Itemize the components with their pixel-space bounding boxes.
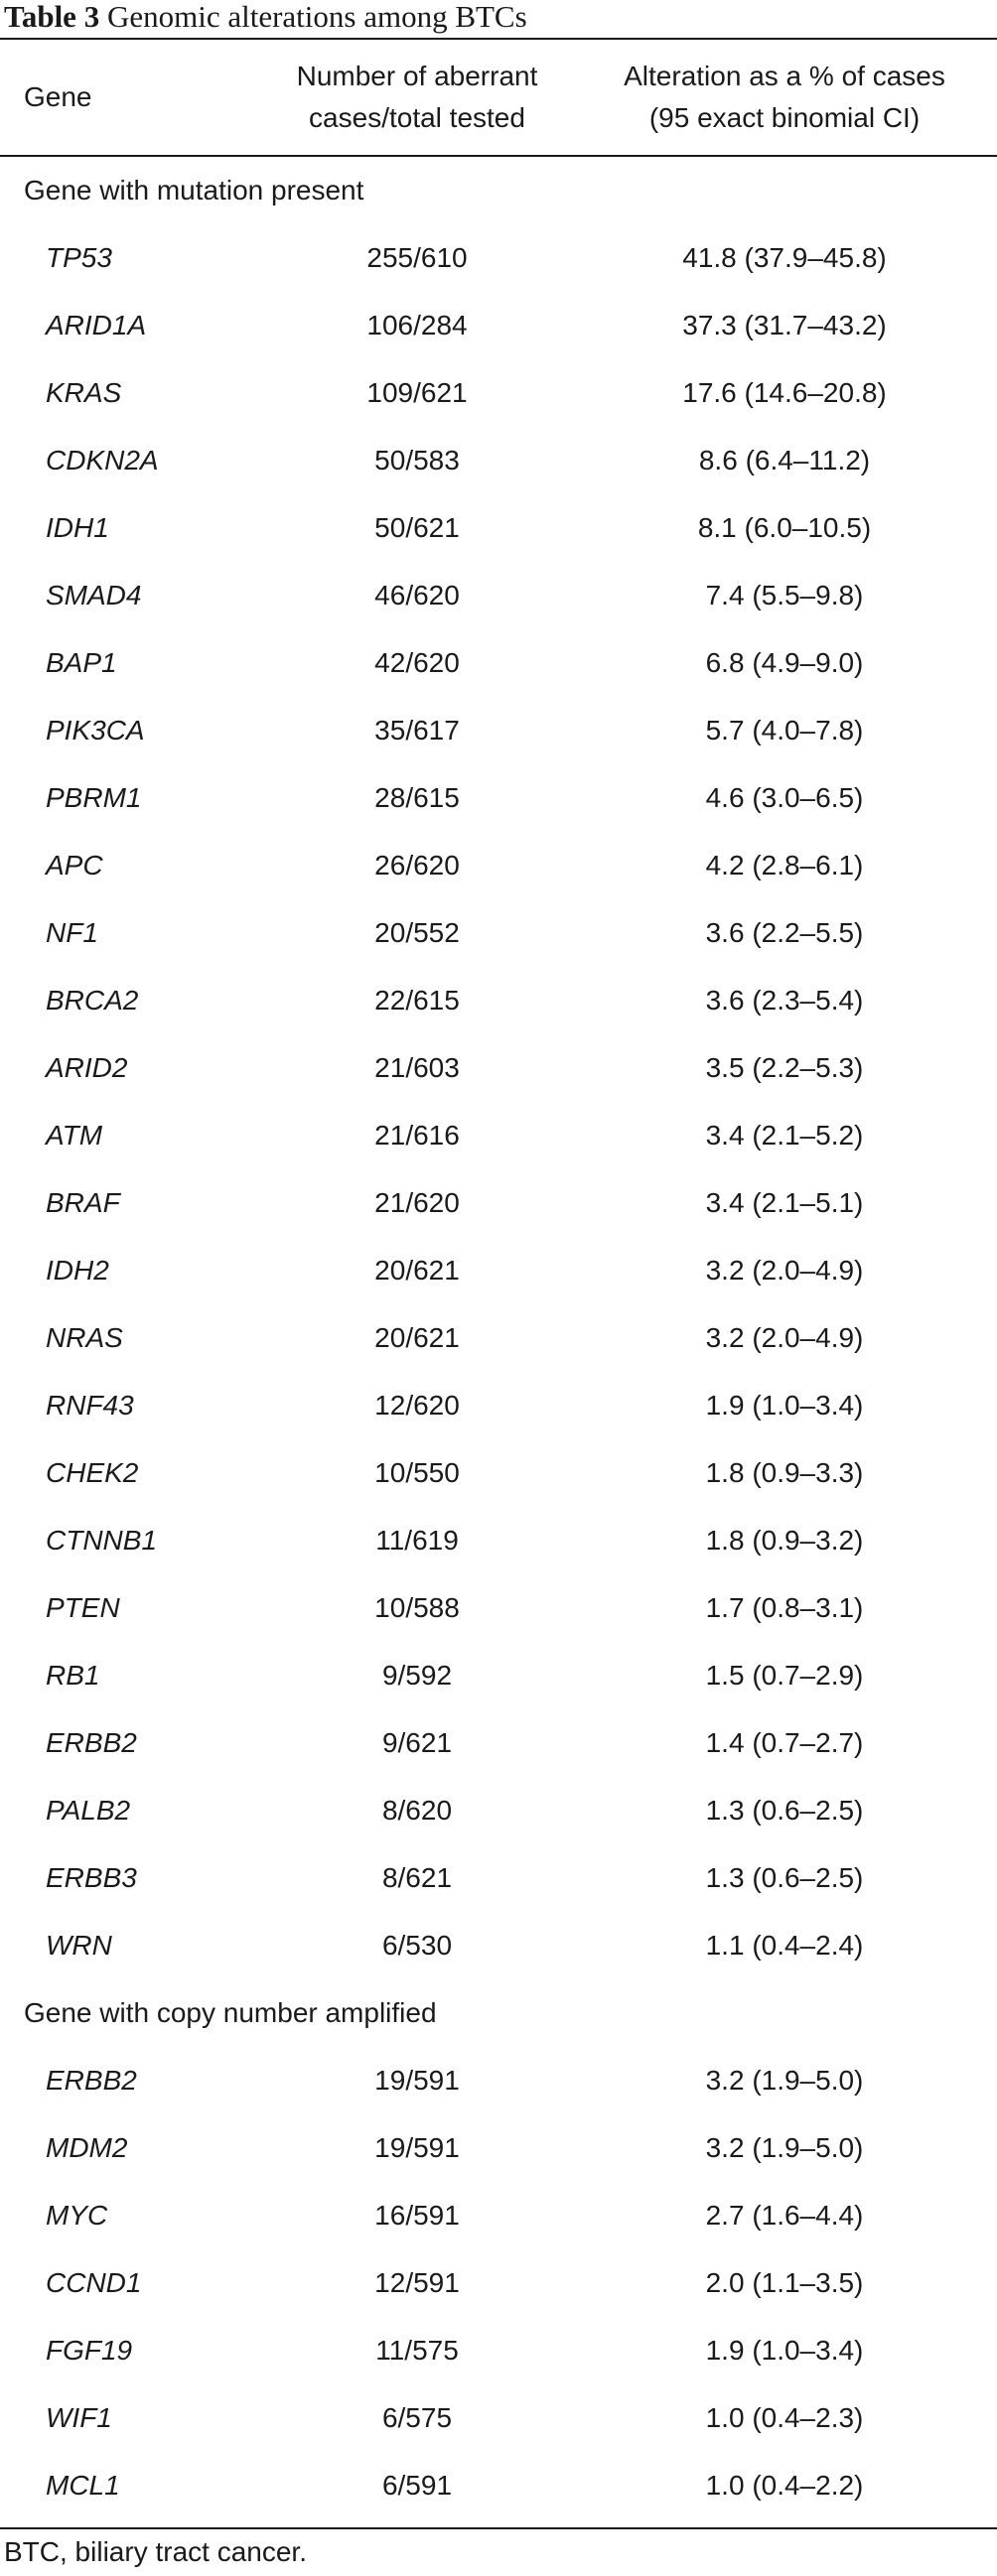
gene-cell: BRAF bbox=[46, 1187, 120, 1218]
gene-cell: ERBB2 bbox=[46, 1727, 137, 1758]
count-cell: 50/583 bbox=[374, 445, 460, 475]
table-row bbox=[0, 1642, 997, 1709]
count-cell: 8/621 bbox=[381, 1862, 453, 1893]
percent-cell: 2.7 (1.6–4.4) bbox=[705, 2200, 864, 2231]
table-row bbox=[0, 494, 997, 562]
gene-cell: WRN bbox=[46, 1930, 112, 1961]
gene-cell: CHEK2 bbox=[46, 1457, 139, 1488]
gene-cell: RNF43 bbox=[46, 1390, 134, 1421]
table-header bbox=[0, 40, 997, 155]
table-body bbox=[0, 157, 997, 2519]
gene-cell: BAP1 bbox=[46, 647, 117, 678]
count-cell: 21/603 bbox=[374, 1052, 460, 1083]
gene-cell: WIF1 bbox=[46, 2402, 112, 2433]
count-cell: 12/620 bbox=[374, 1390, 460, 1421]
gene-cell: IDH2 bbox=[46, 1255, 109, 1286]
table-row bbox=[0, 427, 997, 494]
table-row bbox=[0, 2114, 997, 2182]
percent-cell: 37.3 (31.7–43.2) bbox=[682, 310, 887, 340]
percent-cell: 1.8 (0.9–3.3) bbox=[705, 1457, 864, 1488]
gene-cell: ERBB3 bbox=[46, 1862, 137, 1893]
table-row bbox=[0, 967, 997, 1034]
count-cell: 20/621 bbox=[374, 1255, 460, 1286]
table-footnote: BTC, biliary tract cancer. bbox=[4, 2536, 307, 2567]
count-cell: 20/552 bbox=[374, 917, 460, 948]
percent-cell: 3.2 (2.0–4.9) bbox=[705, 1322, 864, 1353]
gene-cell: TP53 bbox=[46, 242, 112, 273]
count-cell: 255/610 bbox=[366, 242, 468, 273]
section-heading: Gene with mutation present bbox=[24, 175, 364, 205]
count-cell: 35/617 bbox=[374, 715, 460, 746]
table-row bbox=[0, 2182, 997, 2249]
count-cell: 22/615 bbox=[374, 985, 460, 1016]
count-cell: 21/620 bbox=[374, 1187, 460, 1218]
gene-cell: ARID2 bbox=[46, 1052, 128, 1083]
table-row bbox=[0, 359, 997, 427]
table-row bbox=[0, 1237, 997, 1304]
count-cell: 9/621 bbox=[381, 1727, 453, 1758]
percent-cell: 3.4 (2.1–5.2) bbox=[705, 1120, 864, 1151]
percent-cell: 1.4 (0.7–2.7) bbox=[705, 1727, 864, 1758]
percent-cell: 1.5 (0.7–2.9) bbox=[705, 1660, 864, 1691]
table-row bbox=[0, 2249, 997, 2317]
table-row bbox=[0, 2047, 997, 2114]
header-count-line1: Number of aberrant bbox=[296, 61, 538, 91]
gene-cell: CTNNB1 bbox=[46, 1525, 158, 1556]
percent-cell: 1.9 (1.0–3.4) bbox=[705, 2335, 864, 2366]
gene-cell: FGF19 bbox=[46, 2335, 133, 2366]
percent-cell: 6.8 (4.9–9.0) bbox=[705, 647, 864, 678]
table-row bbox=[0, 1169, 997, 1237]
table-row bbox=[0, 1102, 997, 1169]
gene-cell: PALB2 bbox=[46, 1795, 131, 1826]
gene-cell: MCL1 bbox=[46, 2470, 120, 2501]
table-row bbox=[0, 1372, 997, 1439]
header-gene: Gene bbox=[24, 81, 92, 112]
header-percent-line2: (95 exact binomial CI) bbox=[648, 102, 921, 133]
count-cell: 21/616 bbox=[374, 1120, 460, 1151]
percent-cell: 7.4 (5.5–9.8) bbox=[705, 580, 864, 610]
count-cell: 46/620 bbox=[374, 580, 460, 610]
count-cell: 50/621 bbox=[374, 512, 460, 543]
percent-cell: 3.2 (2.0–4.9) bbox=[705, 1255, 864, 1286]
table-row bbox=[0, 1574, 997, 1642]
gene-cell: PTEN bbox=[46, 1592, 120, 1623]
gene-cell: APC bbox=[46, 850, 103, 881]
count-cell: 6/591 bbox=[381, 2470, 453, 2501]
percent-cell: 8.6 (6.4–11.2) bbox=[698, 445, 871, 475]
percent-cell: 8.1 (6.0–10.5) bbox=[697, 512, 872, 543]
gene-cell: MYC bbox=[46, 2200, 108, 2231]
gene-cell: CDKN2A bbox=[46, 445, 159, 475]
table-row bbox=[0, 562, 997, 629]
percent-cell: 2.0 (1.1–3.5) bbox=[705, 2267, 864, 2298]
table-row bbox=[0, 629, 997, 697]
count-cell: 16/591 bbox=[374, 2200, 460, 2231]
gene-cell: KRAS bbox=[46, 377, 122, 408]
percent-cell: 1.1 (0.4–2.4) bbox=[705, 1930, 864, 1961]
percent-cell: 3.2 (1.9–5.0) bbox=[705, 2065, 864, 2096]
percent-cell: 1.3 (0.6–2.5) bbox=[705, 1862, 864, 1893]
percent-cell: 41.8 (37.9–45.8) bbox=[682, 242, 887, 273]
table-row bbox=[0, 1034, 997, 1102]
percent-cell: 3.6 (2.3–5.4) bbox=[705, 985, 864, 1016]
gene-cell: NRAS bbox=[46, 1322, 123, 1353]
gene-cell: SMAD4 bbox=[46, 580, 142, 610]
table-row bbox=[0, 1912, 997, 1979]
percent-cell: 1.0 (0.4–2.2) bbox=[705, 2470, 864, 2501]
header-percent-line1: Alteration as a % of cases bbox=[624, 61, 945, 91]
section-heading: Gene with copy number amplified bbox=[24, 1997, 437, 2028]
bottom-rule bbox=[0, 2527, 997, 2529]
count-cell: 6/575 bbox=[381, 2402, 453, 2433]
table-row bbox=[0, 832, 997, 899]
table-row bbox=[0, 292, 997, 359]
count-cell: 20/621 bbox=[374, 1322, 460, 1353]
gene-cell: CCND1 bbox=[46, 2267, 142, 2298]
count-cell: 19/591 bbox=[374, 2065, 460, 2096]
table-caption-label: Table 3 bbox=[4, 0, 100, 34]
table-caption bbox=[4, 0, 527, 36]
gene-cell: RB1 bbox=[46, 1660, 100, 1691]
count-cell: 19/591 bbox=[374, 2132, 460, 2163]
gene-cell: BRCA2 bbox=[46, 985, 139, 1016]
gene-cell: MDM2 bbox=[46, 2132, 128, 2163]
gene-cell: ERBB2 bbox=[46, 2065, 137, 2096]
table-row bbox=[0, 2317, 997, 2384]
count-cell: 106/284 bbox=[366, 310, 468, 340]
count-cell: 11/619 bbox=[375, 1525, 459, 1556]
percent-cell: 1.9 (1.0–3.4) bbox=[705, 1390, 864, 1421]
count-cell: 26/620 bbox=[374, 850, 460, 881]
count-cell: 8/620 bbox=[381, 1795, 453, 1826]
header-percent bbox=[576, 56, 993, 139]
header-count-line2: cases/total tested bbox=[309, 102, 525, 133]
count-cell: 109/621 bbox=[366, 377, 468, 408]
table-row bbox=[0, 1439, 997, 1507]
header-count bbox=[248, 56, 586, 139]
percent-cell: 4.2 (2.8–6.1) bbox=[705, 850, 864, 881]
count-cell: 12/591 bbox=[374, 2267, 460, 2298]
gene-cell: PIK3CA bbox=[46, 715, 145, 746]
percent-cell: 5.7 (4.0–7.8) bbox=[705, 715, 864, 746]
table-row bbox=[0, 1304, 997, 1372]
count-cell: 10/550 bbox=[374, 1457, 460, 1488]
table-row bbox=[0, 899, 997, 967]
percent-cell: 1.0 (0.4–2.3) bbox=[705, 2402, 864, 2433]
gene-cell: ARID1A bbox=[46, 310, 147, 340]
percent-cell: 1.8 (0.9–3.2) bbox=[705, 1525, 864, 1556]
gene-cell: PBRM1 bbox=[46, 782, 142, 813]
count-cell: 9/592 bbox=[381, 1660, 453, 1691]
table-row bbox=[0, 2452, 997, 2519]
table-row bbox=[0, 224, 997, 292]
table-row bbox=[0, 764, 997, 832]
table-row bbox=[0, 2384, 997, 2452]
table-row bbox=[0, 697, 997, 764]
gene-cell: ATM bbox=[46, 1120, 103, 1151]
table-row bbox=[0, 1507, 997, 1574]
percent-cell: 1.3 (0.6–2.5) bbox=[705, 1795, 864, 1826]
table-row bbox=[0, 1777, 997, 1844]
count-cell: 42/620 bbox=[374, 647, 460, 678]
count-cell: 6/530 bbox=[381, 1930, 453, 1961]
count-cell: 11/575 bbox=[375, 2335, 459, 2366]
percent-cell: 3.6 (2.2–5.5) bbox=[705, 917, 864, 948]
percent-cell: 3.2 (1.9–5.0) bbox=[705, 2132, 864, 2163]
gene-cell: NF1 bbox=[46, 917, 98, 948]
table-caption-text: Genomic alterations among BTCs bbox=[106, 0, 527, 34]
percent-cell: 3.5 (2.2–5.3) bbox=[705, 1052, 864, 1083]
table-row bbox=[0, 1844, 997, 1912]
percent-cell: 1.7 (0.8–3.1) bbox=[705, 1592, 864, 1623]
table-row bbox=[0, 1709, 997, 1777]
percent-cell: 4.6 (3.0–6.5) bbox=[705, 782, 864, 813]
count-cell: 28/615 bbox=[374, 782, 460, 813]
count-cell: 10/588 bbox=[374, 1592, 460, 1623]
percent-cell: 3.4 (2.1–5.1) bbox=[705, 1187, 864, 1218]
gene-cell: IDH1 bbox=[46, 512, 109, 543]
percent-cell: 17.6 (14.6–20.8) bbox=[682, 377, 887, 408]
